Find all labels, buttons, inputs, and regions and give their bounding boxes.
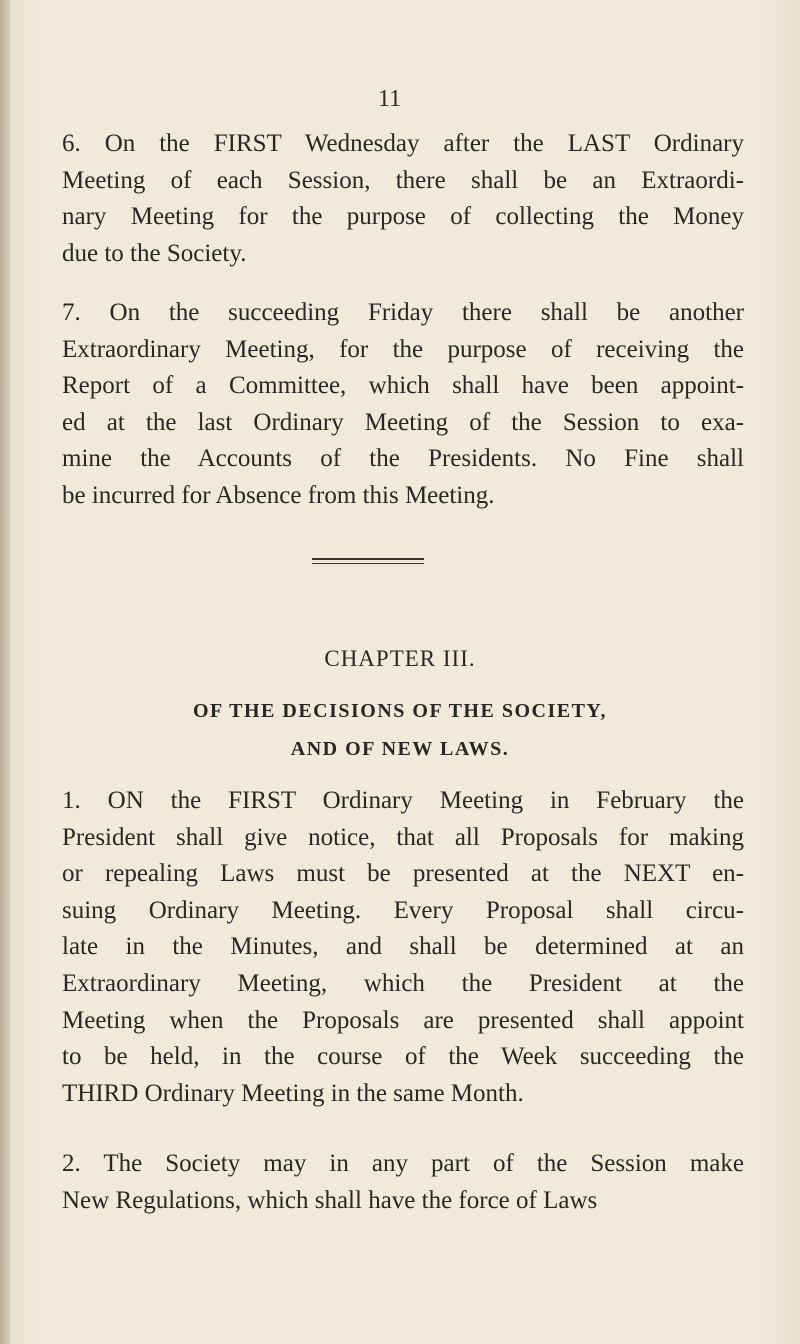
text-line: ed at the last Ordinary Meeting of the Session to exa- <box>62 408 744 436</box>
page-number: 11 <box>378 86 402 112</box>
text-line: be incurred for Absence from this Meeting. <box>62 481 495 509</box>
text-line: late in the Minutes, and shall be determined at an <box>62 933 744 961</box>
text-line: President shall give notice, that all Proposals for making <box>62 823 744 851</box>
text-line: to be held, in the course of the Week succeeding the <box>62 1043 744 1071</box>
text-line: 1. ON the FIRST Ordinary Meeting in February the <box>62 787 744 814</box>
text-line: 7. On the succeeding Friday there shall be another <box>62 299 744 326</box>
text-line: Extraordinary Meeting, for the purpose of receiving the <box>62 335 744 363</box>
text-line: suing Ordinary Meeting. Every Proposal shall circu- <box>62 896 744 924</box>
chapter-subtitle: OF THE DECISIONS OF THE SOCIETY, <box>192 700 608 722</box>
text-line: Report of a Committee, which shall have been appoint- <box>62 372 744 400</box>
paragraph-7 <box>62 295 744 515</box>
text-line: THIRD Ordinary Meeting in the same Month. <box>62 1079 524 1107</box>
paragraph-6 <box>62 126 744 272</box>
text-line: 2. The Society may in any part of the Session make <box>62 1150 744 1177</box>
chapter-title: CHAPTER III. <box>324 646 476 671</box>
section-divider <box>312 558 424 560</box>
paragraph-1 <box>62 783 744 1112</box>
text-line: Meeting of each Session, there shall be an Extraordi- <box>62 166 744 194</box>
text-line: New Regulations, which shall have the force of Laws <box>62 1186 598 1214</box>
text-line: or repealing Laws must be presented at the NEXT en- <box>62 860 744 888</box>
text-line: 6. On the FIRST Wednesday after the LAST Ordinary <box>62 130 744 157</box>
text-line: due to the Society. <box>62 239 247 267</box>
page-gutter <box>0 0 10 1344</box>
chapter-subtitle: AND OF NEW LAWS. <box>290 738 510 760</box>
text-line: Extraordinary Meeting, which the President at the <box>62 969 744 997</box>
paragraph-2 <box>62 1146 744 1219</box>
text-line: Meeting when the Proposals are presented shall appoint <box>62 1006 744 1034</box>
section-divider <box>312 563 424 564</box>
text-line: mine the Accounts of the Presidents. No Fine shall <box>62 445 744 473</box>
text-line: nary Meeting for the purpose of collecting the Money <box>62 203 744 231</box>
